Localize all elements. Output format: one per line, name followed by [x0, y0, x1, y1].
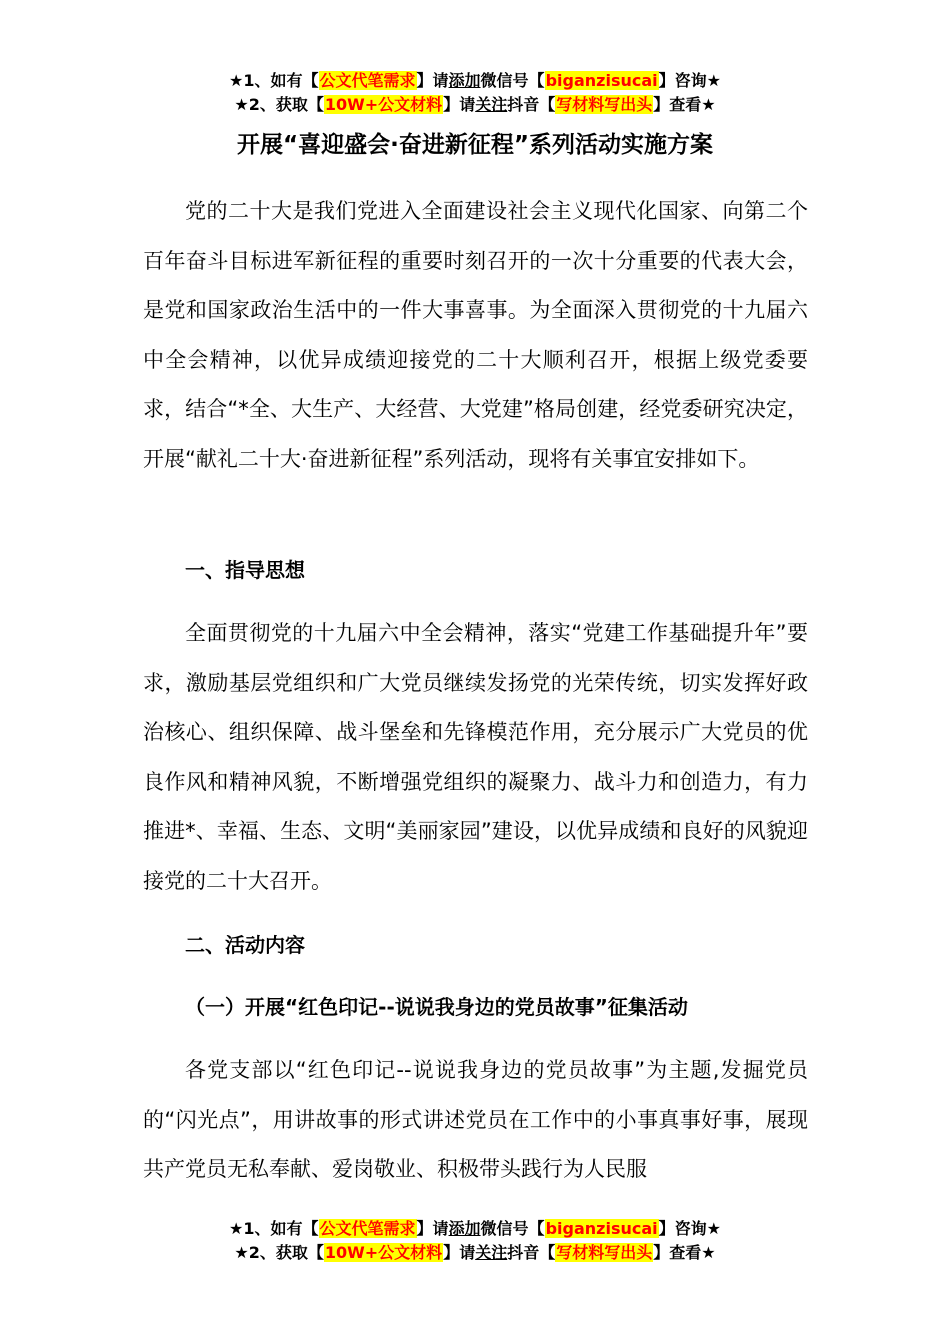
- promo-text: 微信号【: [480, 1219, 545, 1238]
- promo-highlight: 10W+公文材料: [324, 1243, 443, 1262]
- top-promo-banner: [0, 69, 950, 117]
- promo-line-1: [0, 69, 950, 93]
- promo-text: 】咨询★: [658, 71, 721, 90]
- red-imprint-paragraph: 各党支部以“红色印记--说说我身边的党员故事”为主题,发掘党员的“闪光点”，用讲故事的形式讲述党员在工作中的小事真事好事，展现共产党员无私奉献、爱岗敬业、积极带头践行为人民服: [143, 1058, 808, 1182]
- promo-underline: 关注: [475, 1243, 508, 1262]
- promo-highlight: 10W+公文材料: [324, 95, 443, 114]
- promo-line-1: [0, 1217, 950, 1241]
- subsection-heading-red-imprint: （一）开展“红色印记--说说我身边的党员故事”征集活动: [185, 995, 688, 1019]
- promo-text: 】查看★: [653, 95, 716, 114]
- promo-text: 】请: [416, 71, 449, 90]
- promo-text: 微信号【: [480, 71, 545, 90]
- promo-text: ★2、获取【: [234, 95, 324, 114]
- promo-line-2: [0, 93, 950, 117]
- guiding-ideology-paragraph: 全面贯彻党的十九届六中全会精神，落实“党建工作基础提升年”要求，激励基层党组织和广大党员继续发扬党的光荣传统，切实发挥好政治核心、组织保障、战斗堡垒和先锋模范作用，充分展示广大党员的优良作风和精神风貌，不断增强党组织的凝聚力、战斗力和创造力，有力推进*、幸福、生态、文明“美丽家园”建设，以优异成绩和良好的风貌迎接党的二十大召开。: [143, 621, 808, 893]
- promo-highlight: 公文代笔需求: [319, 1219, 416, 1238]
- promo-text: 】查看★: [653, 1243, 716, 1262]
- bottom-promo-banner: [0, 1217, 950, 1265]
- promo-highlight: 公文代笔需求: [319, 71, 416, 90]
- promo-text: ★1、如有【: [229, 1219, 319, 1238]
- promo-text: 】请: [443, 95, 476, 114]
- promo-text: 抖音【: [507, 95, 556, 114]
- promo-line-2: [0, 1241, 950, 1265]
- promo-highlight: biganzisucai: [545, 71, 658, 90]
- promo-highlight: 写材料写出头: [556, 95, 653, 114]
- promo-text: 抖音【: [507, 1243, 556, 1262]
- promo-text: ★2、获取【: [234, 1243, 324, 1262]
- section-heading-activity-content: 二、活动内容: [185, 933, 305, 957]
- promo-text: 】请: [443, 1243, 476, 1262]
- intro-paragraph: 党的二十大是我们党进入全面建设社会主义现代化国家、向第二个百年奋斗目标进军新征程的重要时刻召开的一次十分重要的代表大会，是党和国家政治生活中的一件大事喜事。为全面深入贯彻党的十九届六中全会精神，以优异成绩迎接党的二十大顺利召开，根据上级党委要求，结合“*全、大生产、大经营、大党建”格局创建，经党委研究决定，开展“献礼二十大·奋进新征程”系列活动，现将有关事宜安排如下。: [143, 199, 808, 471]
- promo-underline: 关注: [475, 95, 508, 114]
- promo-text: 】咨询★: [658, 1219, 721, 1238]
- document-title: 开展“喜迎盛会·奋进新征程”系列活动实施方案: [237, 132, 713, 158]
- promo-underline: 添加: [448, 1219, 481, 1238]
- promo-text: 】请: [416, 1219, 449, 1238]
- promo-text: ★1、如有【: [229, 71, 319, 90]
- promo-underline: 添加: [448, 71, 481, 90]
- section-heading-guiding-ideology: 一、指导思想: [185, 558, 305, 582]
- promo-highlight: 写材料写出头: [556, 1243, 653, 1262]
- promo-highlight: biganzisucai: [545, 1219, 658, 1238]
